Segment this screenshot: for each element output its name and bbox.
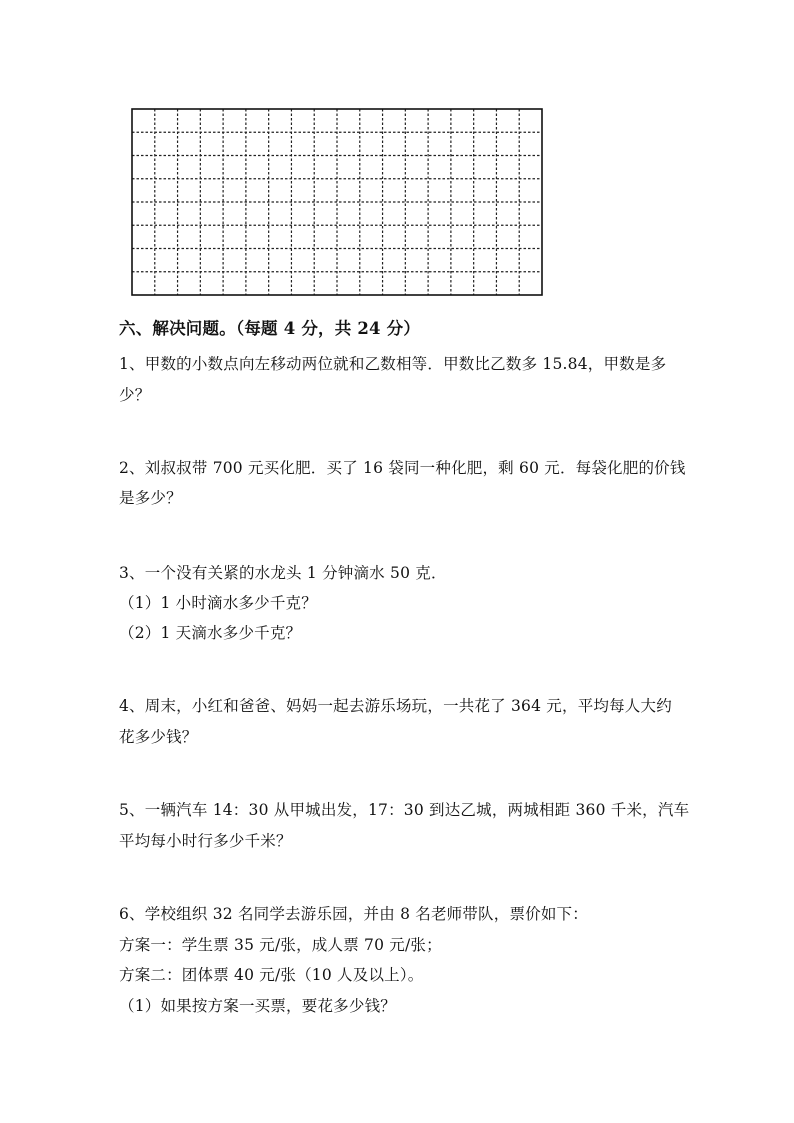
problem-3-line-3: （2）1 天滴水多少千克？ [119, 624, 302, 642]
problem-6-line-1: 6、学校组织 32 名同学去游乐园，并由 8 名老师带队，票价如下： [119, 905, 588, 923]
problem-6-line-3: 方案二：团体票 40 元/张（10 人及以上）。 [119, 966, 424, 984]
problem-4-line-1: 4、周末，小红和爸爸、妈妈一起去游乐场玩，一共花了 364 元，平均每人大约 [119, 697, 672, 715]
grid-lines [131, 108, 543, 296]
problem-5-line-2: 平均每小时行多少千米？ [119, 832, 292, 850]
problem-3-line-2: （1）1 小时滴水多少千克？ [119, 594, 317, 612]
writing-grid [131, 108, 543, 296]
problem-4-line-2: 花多少钱？ [119, 728, 198, 746]
problem-1-line-1: 1、甲数的小数点向左移动两位就和乙数相等．甲数比乙数多 15.84，甲数是多 [119, 355, 667, 373]
problem-2-line-1: 2、刘叔叔带 700 元买化肥．买了 16 袋同一种化肥，剩 60 元．每袋化肥的价钱 [119, 459, 686, 477]
problem-6-line-4: （1）如果按方案一买票，要花多少钱？ [119, 997, 396, 1015]
problem-2-line-2: 是多少？ [119, 489, 182, 507]
problem-5-line-1: 5、一辆汽车 14：30 从甲城出发，17：30 到达乙城，两城相距 360 千米，汽车 [119, 801, 690, 819]
section-title: 六、解决问题。（每题 4 分，共 24 分） [119, 319, 421, 338]
problem-3-line-1: 3、一个没有关紧的水龙头 1 分钟滴水 50 克． [119, 564, 447, 582]
problem-6-line-2: 方案一：学生票 35 元/张，成人票 70 元/张； [119, 936, 442, 954]
problem-1-line-2: 少？ [119, 386, 151, 404]
